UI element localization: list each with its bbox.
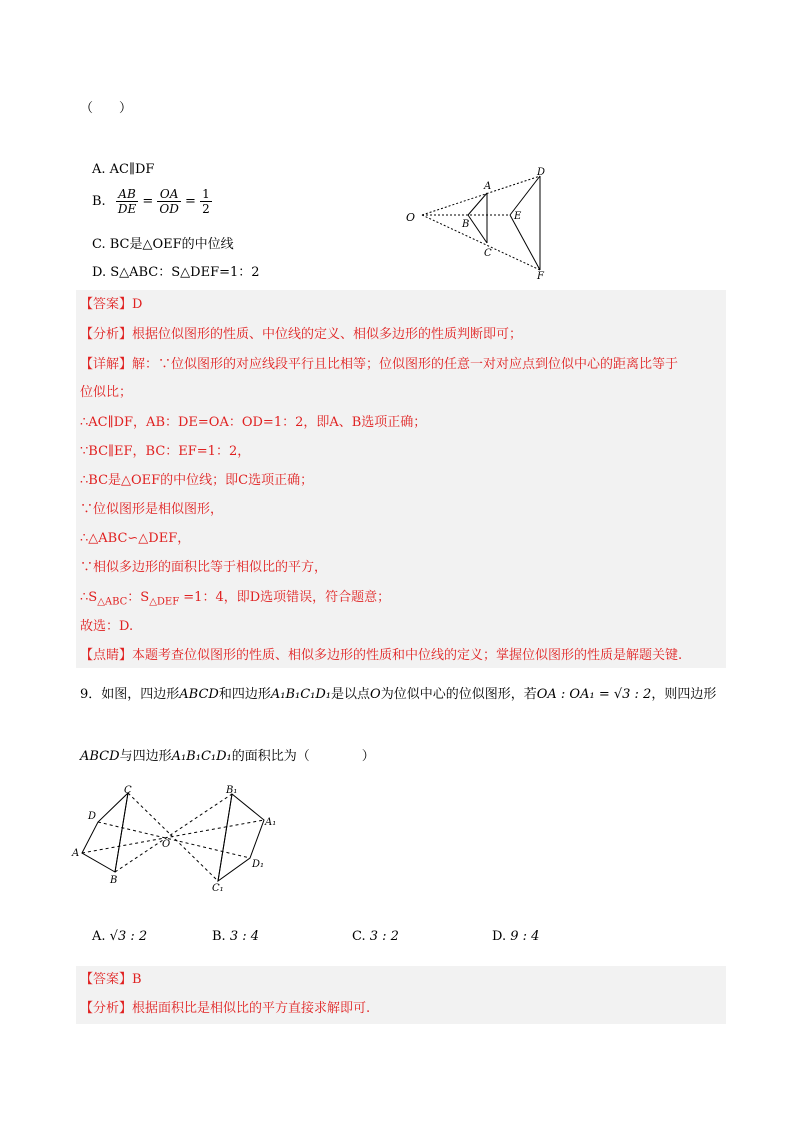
label-d1: D₁ xyxy=(252,859,265,870)
detail-q8-line8: ∵相似多边形的面积比等于相似比的平方， xyxy=(80,560,328,575)
fraction-oa-od: $\frac{OA}{OD}$ xyxy=(159,187,179,216)
label-o: O xyxy=(162,839,171,850)
label-a: A xyxy=(72,848,80,859)
q9-option-d: D. 9 : 4 xyxy=(492,929,540,944)
option-b-label: B. xyxy=(92,194,106,209)
detail-q8-line9: $\therefore S_{\triangle ABC}$：$S_{\triangle DEF} =1$：4，即D选项错误，符合题意； xyxy=(80,590,391,608)
detail-q8-line7: ∴△ABC∽△DEF， xyxy=(80,531,191,546)
label-a1: A₁ xyxy=(265,817,277,828)
detail-q8-line5: ∴BC是△OEF的中位线；即C选项正确； xyxy=(80,473,314,488)
label-o: O xyxy=(406,211,416,224)
homothety-triangle-figure xyxy=(400,165,560,280)
detail-q8-line4: ∵BC∥EF，BC：EF=1：2， xyxy=(80,444,251,459)
answer-q8: 【答案】D xyxy=(80,297,143,312)
q9-option-c: C. 3 : 2 xyxy=(352,929,399,944)
comment-q8: 【点睛】本题考查位似图形的性质、相似多边形的性质和中位线的定义；掌握位似图形的性质是解题关键. xyxy=(80,648,683,663)
label-b: B xyxy=(462,219,470,230)
option-c: C. BC是△OEF的中位线 xyxy=(92,237,234,252)
option-b: B. $\frac{AB}{DE}$ = $\frac{OA}{OD}$ = $\frac{1}{2}$ xyxy=(92,187,210,216)
label-e: E xyxy=(514,211,522,222)
option-d: D. S△ABC：S△DEF=1：2 xyxy=(92,265,260,280)
detail-q8-line6: ∵位似图形是相似图形， xyxy=(80,502,224,517)
label-d: D xyxy=(88,811,97,822)
label-b: B xyxy=(110,875,118,886)
option-a: A. AC∥DF xyxy=(92,162,155,177)
label-f: F xyxy=(537,271,544,280)
detail-q8-line1: 【详解】解：∵位似图形的对应线段平行且比相等；位似图形的任意一对对应点到位似中心的距离比等于 xyxy=(80,357,679,372)
homothety-quadrilateral-figure xyxy=(70,785,290,895)
answer-q9: 【答案】B xyxy=(80,972,142,987)
question-9-stem-line2: ABCD与四边形A₁B₁C₁D₁的面积比为（ ） xyxy=(80,749,375,764)
question-9-stem-line1: 9．如图，四边形ABCD和四边形A₁B₁C₁D₁是以点O为位似中心的位似图形，若OA : OA₁ = √3 : 2，则四边形 xyxy=(80,687,717,702)
label-d: D xyxy=(537,167,546,178)
label-c1: C₁ xyxy=(212,883,224,894)
conclusion-q8: 故选：D. xyxy=(80,619,134,634)
analysis-q9: 【分析】根据面积比是相似比的平方直接求解即可. xyxy=(80,1001,371,1016)
label-c: C xyxy=(484,248,492,259)
label-a: A xyxy=(484,181,492,192)
fraction-ab-de: $\frac{AB}{DE}$ xyxy=(117,187,137,216)
label-b1: B₁ xyxy=(226,785,238,796)
detail-q8-line2: 位似比； xyxy=(80,385,133,400)
question-paren: （ ） xyxy=(80,101,133,116)
analysis-q8: 【分析】根据位似图形的性质、中位线的定义、相似多边形的性质判断即可； xyxy=(80,327,523,342)
detail-q8-line3: ∴AC∥DF，AB：DE=OA：OD=1：2，即A、B选项正确； xyxy=(80,415,427,430)
q9-option-b: B. 3 : 4 xyxy=(212,929,260,944)
fraction-one-half: $\frac{1}{2}$ xyxy=(202,187,210,216)
label-c: C xyxy=(124,785,132,796)
q9-option-a: A. √3 : 2 xyxy=(92,929,148,944)
